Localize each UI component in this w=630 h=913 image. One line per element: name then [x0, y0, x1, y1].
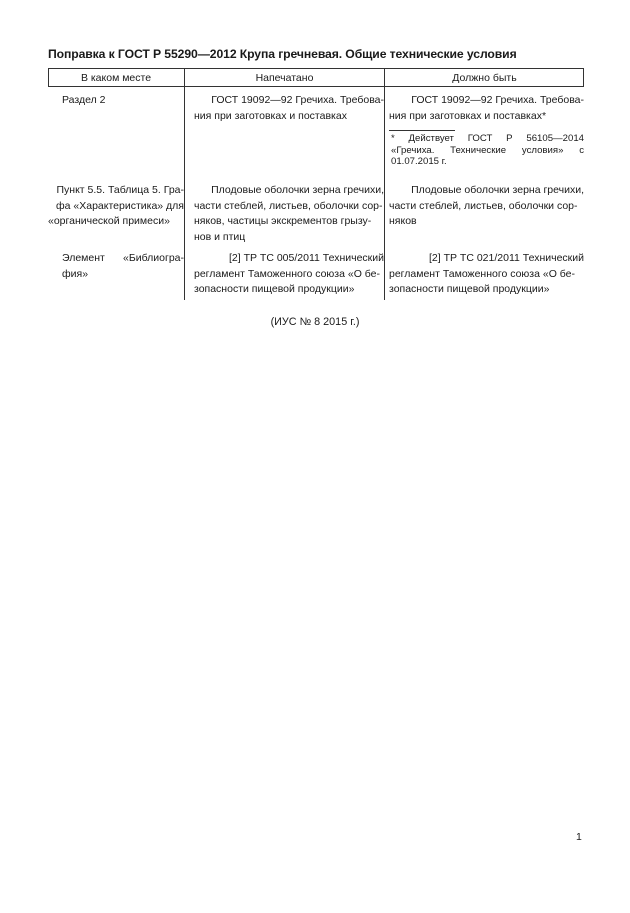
row1-place: Раздел 2	[62, 94, 106, 106]
row3-printed: [2] ТР ТС 005/2011 Технический регламент Таможенного союза «О бе- зопасности пищевой продукции»	[194, 252, 384, 295]
header-place: В каком месте	[80, 72, 152, 84]
row1-footnote: * Действует ГОСТ Р 56105—2014 «Гречиха. Технические условия» с 01.07.2015 г.	[391, 133, 584, 167]
footnote-rule	[389, 130, 455, 131]
row1-printed: ГОСТ 19092—92 Гречиха. Требова- ния при заготовках и поставках	[194, 94, 384, 122]
row2-should-be: Плодовые оболочки зерна гречихи, части стеблей, листьев, оболочки сор- няков	[389, 184, 584, 227]
row1-should-be: ГОСТ 19092—92 Гречиха. Требова- ния при заготовках и поставках*	[389, 94, 584, 122]
table-header-rule	[48, 86, 584, 87]
header-should-be: Должно быть	[452, 72, 517, 84]
table-top-rule	[48, 68, 584, 69]
document-title: Поправка к ГОСТ Р 55290—2012 Крупа гречневая. Общие технические условия	[48, 47, 517, 61]
row2-printed: Плодовые оболочки зерна гречихи, части стеблей, листьев, оболочки сор- няков, частицы экскрементов грызу- нов и птиц	[194, 184, 384, 243]
page-number: 1	[576, 831, 582, 843]
row2-place: Пункт 5.5. Таблица 5. Гра- фа «Характеристика» для «органической примеси»	[48, 184, 184, 227]
header-printed: Напечатано	[255, 72, 314, 84]
correction-table	[48, 68, 584, 300]
row3-place: Элемент «Библиогра- фия»	[62, 252, 184, 280]
source-reference: (ИУС № 8 2015 г.)	[270, 316, 360, 328]
table-col2-rule	[384, 68, 385, 300]
row3-should-be: [2] ТР ТС 021/2011 Технический регламент Таможенного союза «О бе- зопасности пищевой продукции»	[389, 252, 584, 295]
